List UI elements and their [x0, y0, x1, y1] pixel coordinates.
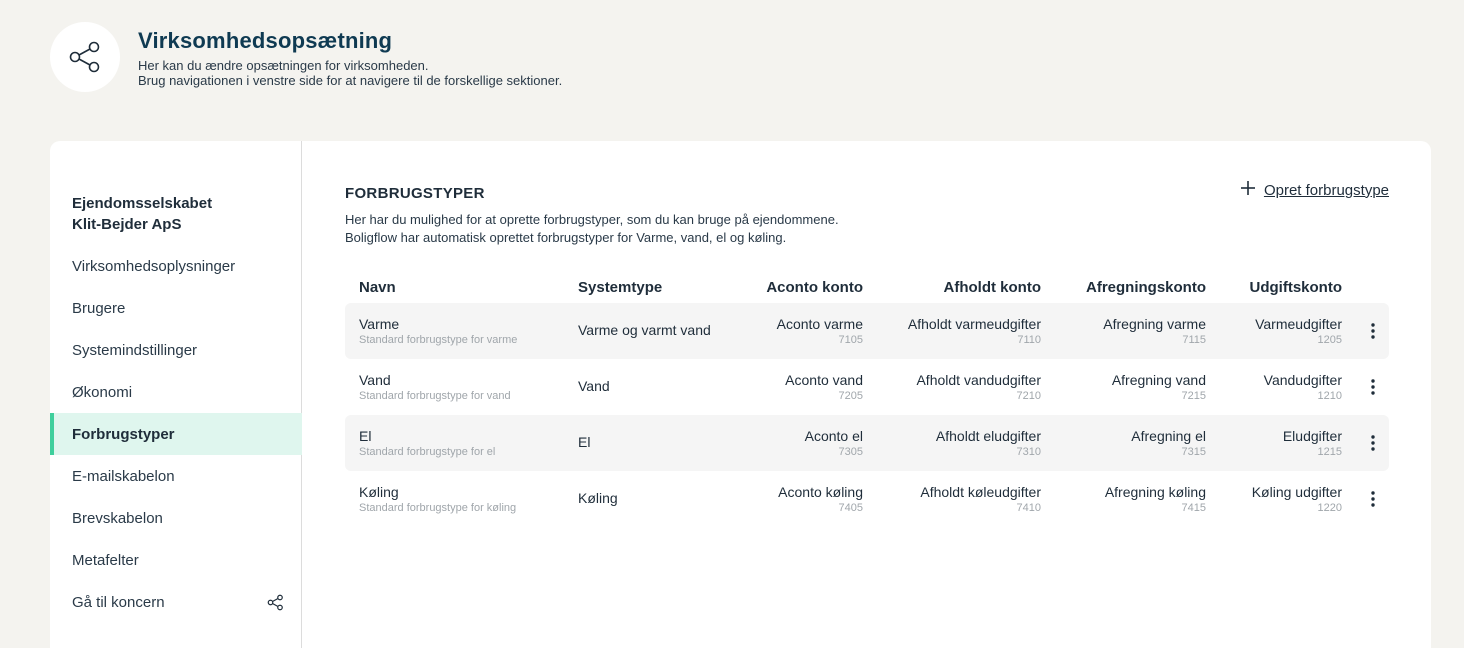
- kebab-menu-icon: [1371, 435, 1375, 451]
- column-header-aconto-konto: Aconto konto: [766, 279, 863, 296]
- sidebar: [50, 141, 302, 648]
- sidebar-item-systemindstillinger[interactable]: Systemindstillinger: [72, 341, 198, 359]
- row-menu-button[interactable]: [1367, 489, 1379, 509]
- kebab-menu-icon: [1371, 379, 1375, 395]
- table-header: [345, 279, 1389, 299]
- page-subtitle: Brug navigationen i venstre side for at navigere til de forskellige sektioner.: [138, 73, 563, 88]
- sidebar-item-forbrugstyper[interactable]: Forbrugstyper: [50, 413, 302, 455]
- share-nodes-icon: [267, 594, 284, 615]
- sidebar-item-okonomi[interactable]: Økonomi: [72, 383, 133, 401]
- sidebar-item-virksomhedsoplysninger[interactable]: Virksomhedsoplysninger: [72, 257, 236, 275]
- section-description: Boligflow har automatisk oprettet forbrugstyper for Varme, vand, el og køling.: [345, 230, 787, 245]
- column-header-navn: Navn: [359, 279, 396, 296]
- settings-card: [50, 141, 1431, 648]
- column-header-afholdt-konto: Afholdt konto: [943, 279, 1041, 296]
- column-header-afregningskonto: Afregningskonto: [1086, 279, 1206, 296]
- sidebar-item-metafelter[interactable]: Metafelter: [72, 551, 139, 569]
- create-consumption-type-button[interactable]: Opret forbrugstype: [1240, 180, 1389, 200]
- share-nodes-icon: [50, 22, 120, 92]
- sidebar-item-brevskabelon[interactable]: Brevskabelon: [72, 509, 163, 527]
- page-title: Virksomhedsopsætning: [138, 28, 393, 53]
- company-name: Ejendomsselskabet Klit-Bejder ApS: [72, 195, 213, 233]
- sidebar-item-e-mailskabelon[interactable]: E-mailskabelon: [72, 467, 175, 485]
- table-row[interactable]: El Standard forbrugstype for el El Aconto el 7305 Afholdt eludgifter 7310 Afregning el 7315 Eludgifter 1215: [345, 415, 1389, 471]
- sidebar-item-ga-til-koncern[interactable]: Gå til koncern: [50, 581, 302, 623]
- section-title: FORBRUGSTYPER: [345, 185, 485, 202]
- page-subtitle: Her kan du ændre opsætningen for virksomheden.: [138, 58, 429, 73]
- column-header-udgiftskonto: Udgiftskonto: [1249, 279, 1342, 296]
- row-menu-button[interactable]: [1367, 433, 1379, 453]
- table-row[interactable]: Vand Standard forbrugstype for vand Vand Aconto vand 7205 Afholdt vandudgifter 7210 Afregning vand 7215 Vandudgifter 1210: [345, 359, 1389, 415]
- main-content: [345, 141, 1389, 648]
- table-row[interactable]: Køling Standard forbrugstype for køling Køling Aconto køling 7405 Afholdt køleudgifter 7410 Afregning køling 7415 Køling udgifter 1220: [345, 471, 1389, 527]
- table-row[interactable]: Varme Standard forbrugstype for varme Varme og varmt vand Aconto varme 7105 Afholdt varmeudgifter 7110 Afregning varme 7115 Varmeudgifter 1205: [345, 303, 1389, 359]
- row-menu-button[interactable]: [1367, 377, 1379, 397]
- column-header-systemtype: Systemtype: [578, 279, 663, 296]
- row-menu-button[interactable]: [1367, 321, 1379, 341]
- kebab-menu-icon: [1371, 323, 1375, 339]
- section-description: Her har du mulighed for at oprette forbrugstyper, som du kan bruge på ejendommene.: [345, 212, 839, 227]
- sidebar-item-brugere[interactable]: Brugere: [72, 299, 126, 317]
- kebab-menu-icon: [1371, 491, 1375, 507]
- plus-icon: [1240, 180, 1256, 200]
